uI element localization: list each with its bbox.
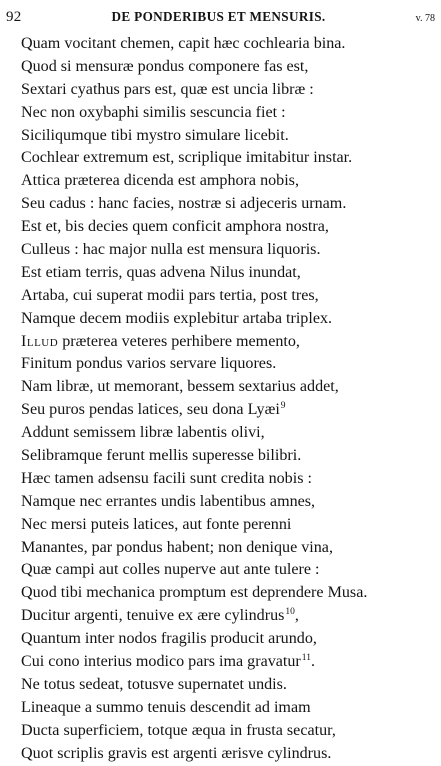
line-text: Addunt semissem libræ labentis olivi, bbox=[21, 424, 265, 442]
poem-line bbox=[21, 147, 439, 170]
poem-line bbox=[21, 33, 439, 56]
poem-line bbox=[21, 674, 439, 697]
poem-text bbox=[21, 33, 439, 766]
line-text: Selibramque ferunt mellis superesse bilibri. bbox=[21, 447, 302, 465]
poem-line bbox=[21, 651, 439, 674]
verse-number: v. 78 bbox=[415, 13, 435, 24]
line-trailing-punctuation: . bbox=[310, 653, 315, 671]
poem-line bbox=[21, 239, 439, 262]
footnote-marker[interactable]: 11 bbox=[301, 653, 311, 664]
footnote-marker[interactable]: 10 bbox=[285, 607, 295, 618]
poem-line bbox=[21, 537, 439, 560]
line-text: Quæ campi aut colles nuperve aut ante tulere : bbox=[21, 561, 320, 579]
poem-line bbox=[21, 399, 439, 422]
poem-line bbox=[21, 559, 439, 582]
poem-line bbox=[21, 376, 439, 399]
poem-line bbox=[21, 422, 439, 445]
poem-line bbox=[21, 193, 439, 216]
poem-line bbox=[21, 285, 439, 308]
line-text: Seu puros pendas latices, seu dona Lyæi bbox=[21, 401, 280, 419]
line-text: Namque nec errantes undis labentibus amnes, bbox=[21, 492, 316, 510]
line-text: Namque decem modiis explebitur artaba triplex. bbox=[21, 309, 333, 327]
line-initial-word: Illud bbox=[21, 332, 59, 350]
line-text: Nec mersi puteis latices, aut fonte perenni bbox=[21, 515, 292, 533]
running-title: DE PONDERIBUS ET MENSURIS. bbox=[111, 9, 326, 24]
poem-line bbox=[21, 102, 439, 125]
line-text: Manantes, par pondus habent; non denique vina, bbox=[21, 538, 333, 556]
poem-line bbox=[21, 743, 439, 766]
line-text: Lineaque a summo tenuis descendit ad imam bbox=[21, 698, 311, 716]
line-text: Sextari cyathus pars est, quæ est uncia libræ : bbox=[21, 80, 314, 98]
line-text: Est etiam terris, quas advena Nilus inundat, bbox=[21, 263, 301, 281]
line-text: Siciliqumque tibi mystro simulare licebit. bbox=[21, 126, 289, 144]
line-text: Ducta superficiem, totque æqua in frusta secatur, bbox=[21, 721, 336, 739]
line-text: Quod tibi mechanica promptum est deprendere Musa. bbox=[21, 584, 368, 602]
poem-line bbox=[21, 582, 439, 605]
line-text: Hæc tamen adsensu facili sunt credita nobis : bbox=[21, 469, 312, 487]
line-text: Finitum pondus varios servare liquores. bbox=[21, 355, 277, 373]
poem-line bbox=[21, 308, 439, 331]
poem-line bbox=[21, 79, 439, 102]
poem-line bbox=[21, 56, 439, 79]
poem-line bbox=[21, 468, 439, 491]
poem-line bbox=[21, 697, 439, 720]
line-text: Nam libræ, ut memorant, bessem sextarius addet, bbox=[21, 378, 339, 396]
line-text: Cui cono interius modico pars ima gravatur bbox=[21, 653, 301, 671]
line-text: præterea veteres perhibere memento, bbox=[58, 332, 300, 350]
line-text: Quot scriplis gravis est argenti ærisve cylindrus. bbox=[21, 744, 332, 762]
poem-line bbox=[21, 514, 439, 537]
footnote-marker[interactable]: 9 bbox=[280, 401, 286, 412]
line-text: Ne totus sedeat, totusve supernatet undis. bbox=[21, 675, 287, 693]
line-text: Artaba, cui superat modii pars tertia, post tres, bbox=[21, 286, 319, 304]
line-text: Quam vocitant chemen, capit hæc cochlearia bina. bbox=[21, 35, 346, 52]
poem-line bbox=[21, 262, 439, 285]
line-text: Cochlear extremum est, scriplique imitabitur instar. bbox=[21, 149, 353, 167]
poem-line bbox=[21, 216, 439, 239]
page-number: 92 bbox=[6, 9, 22, 25]
line-text: Est et, bis decies quem conficit amphora nostra, bbox=[21, 218, 329, 236]
poem-line bbox=[21, 170, 439, 193]
line-text: Nec non oxybaphi similis sescuncia fiet : bbox=[21, 103, 286, 121]
poem-line bbox=[21, 720, 439, 743]
poem-line bbox=[21, 491, 439, 514]
line-text: Seu cadus : hanc facies, nostræ si adjeceris urnam. bbox=[21, 195, 347, 213]
running-header bbox=[6, 9, 437, 29]
line-text: Quod si mensuræ pondus componere fas est, bbox=[21, 57, 309, 75]
poem-line bbox=[21, 331, 439, 354]
poem-line bbox=[21, 353, 439, 376]
line-trailing-punctuation: , bbox=[294, 607, 299, 625]
poem-line bbox=[21, 628, 439, 651]
poem-line bbox=[21, 445, 439, 468]
line-text: Culleus : hac major nulla est mensura liquoris. bbox=[21, 241, 321, 259]
poem-line bbox=[21, 125, 439, 148]
line-text: Attica præterea dicenda est amphora nobis, bbox=[21, 172, 299, 190]
poem-line bbox=[21, 605, 439, 628]
line-text: Quantum inter nodos fragilis producit arundo, bbox=[21, 630, 317, 648]
line-text: Ducitur argenti, tenuive ex ære cylindrus bbox=[21, 607, 285, 625]
